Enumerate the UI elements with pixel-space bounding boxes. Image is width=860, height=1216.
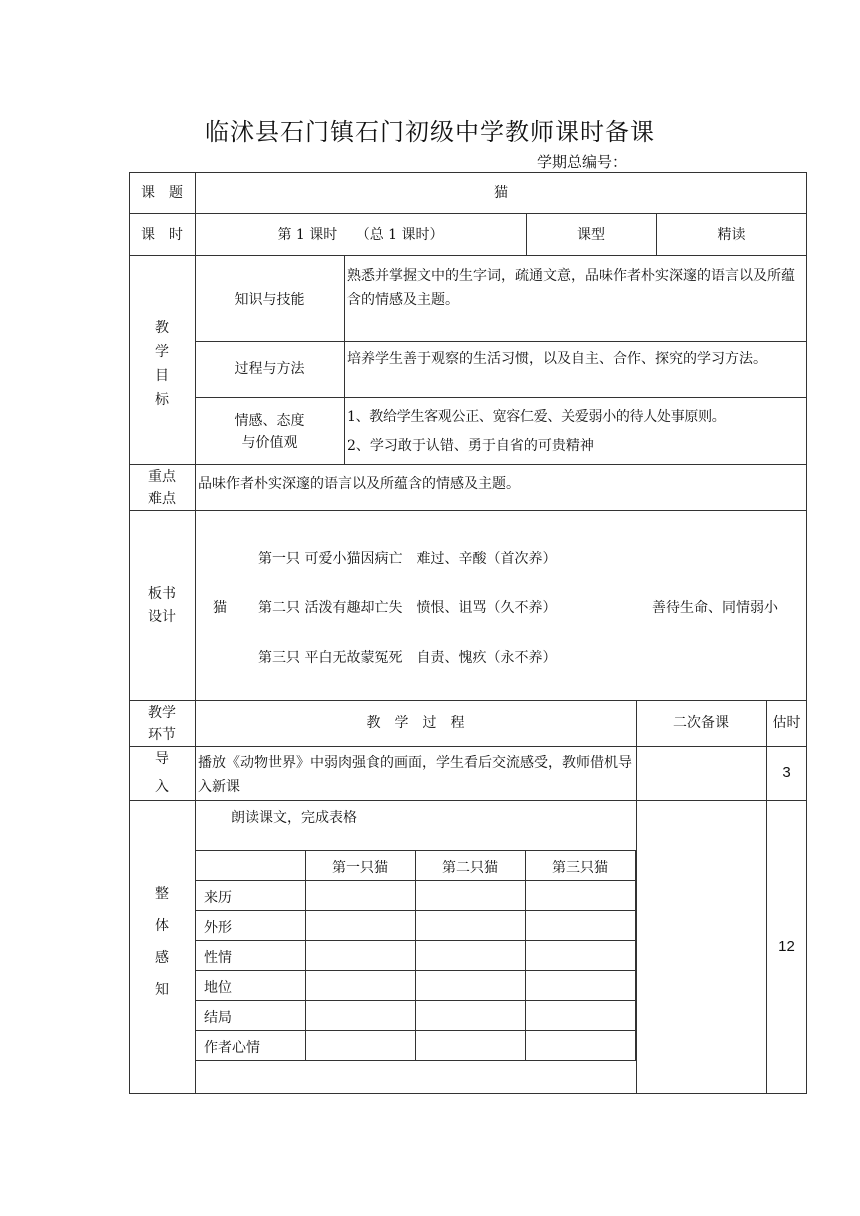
overall-time: 12 [778, 938, 795, 955]
topic-label: 课 题 [141, 185, 183, 201]
board-line-2: 第二只 活泼有趣却亡失 愤恨、诅骂（久不养） [258, 600, 557, 616]
intro-text: 播放《动物世界》中弱肉强食的画面，学生看后交流感受，教师借机导入新课 [198, 755, 632, 795]
stage-header-line2: 环节 [148, 727, 176, 743]
topic-value: 猫 [494, 185, 508, 201]
intro-label-line1: 导 [155, 751, 169, 767]
process-header: 教 学 过 程 [366, 715, 465, 731]
intro-label-line2: 入 [155, 779, 169, 795]
overall-instruction: 朗读课文，完成表格 [231, 810, 357, 826]
table-row-label: 作者心情 [204, 1040, 260, 1056]
table-row-label: 来历 [204, 890, 232, 906]
board-label-line1: 板书 [148, 586, 176, 602]
key-points-text: 品味作者朴实深邃的语言以及所蕴含的情感及主题。 [198, 476, 520, 492]
objective-attitude-name-line1: 情感、态度 [234, 413, 305, 429]
time-header: 估时 [772, 715, 801, 731]
table-header-cat-3: 第三只猫 [552, 860, 608, 876]
board-label-line2: 设计 [148, 609, 176, 625]
objective-knowledge-text: 熟悉并掌握文中的生字词，疏通文意，品味作者朴实深邃的语言以及所蕴含的情感及主题。 [347, 268, 795, 308]
period-label: 课 时 [141, 227, 183, 243]
table-row-label: 外形 [204, 920, 232, 936]
table-header-cat-1: 第一只猫 [332, 860, 388, 876]
lesson-type-label: 课型 [577, 227, 605, 243]
table-header-cat-2: 第二只猫 [442, 860, 498, 876]
second-prep-header: 二次备课 [673, 715, 729, 731]
key-points-label-line2: 难点 [148, 491, 176, 507]
board-center-word: 猫 [213, 600, 227, 616]
table-row-label: 地位 [204, 980, 232, 996]
key-points-label-line1: 重点 [148, 469, 176, 485]
lesson-type-value: 精读 [717, 227, 746, 243]
table-row-label: 结局 [204, 1010, 232, 1026]
period-value: 第 1 课时 （总 1 课时） [277, 227, 444, 243]
table-row-label: 性情 [204, 950, 232, 966]
objective-attitude-line2: 2、学习敢于认错、勇于自省的可贵精神 [347, 438, 594, 454]
board-theme: 善待生命、同情弱小 [652, 600, 778, 616]
objective-attitude-name-line2: 与价值观 [241, 435, 298, 451]
intro-time: 3 [782, 764, 791, 781]
objective-process-text: 培养学生善于观察的生活习惯，以及自主、合作、探究的学习方法。 [347, 351, 767, 367]
document-title: 临沭县石门镇石门初级中学教师课时备课 [205, 118, 655, 146]
serial-number-label: 学期总编号： [537, 153, 628, 171]
objective-process-name: 过程与方法 [234, 361, 305, 377]
board-line-3: 第三只 平白无故蒙冤死 自责、愧疚（永不养） [258, 650, 557, 666]
board-line-1: 第一只 可爱小猫因病亡 难过、辛酸（首次养） [258, 551, 557, 567]
overall-label: 整 体 感 知 [155, 886, 169, 998]
objectives-label: 教 学 目 标 [155, 320, 169, 408]
stage-header-line1: 教学 [148, 705, 176, 721]
objective-knowledge-name: 知识与技能 [234, 292, 305, 308]
objective-attitude-line1: 1、教给学生客观公正、宽容仁爱、关爱弱小的待人处事原则。 [347, 409, 726, 425]
